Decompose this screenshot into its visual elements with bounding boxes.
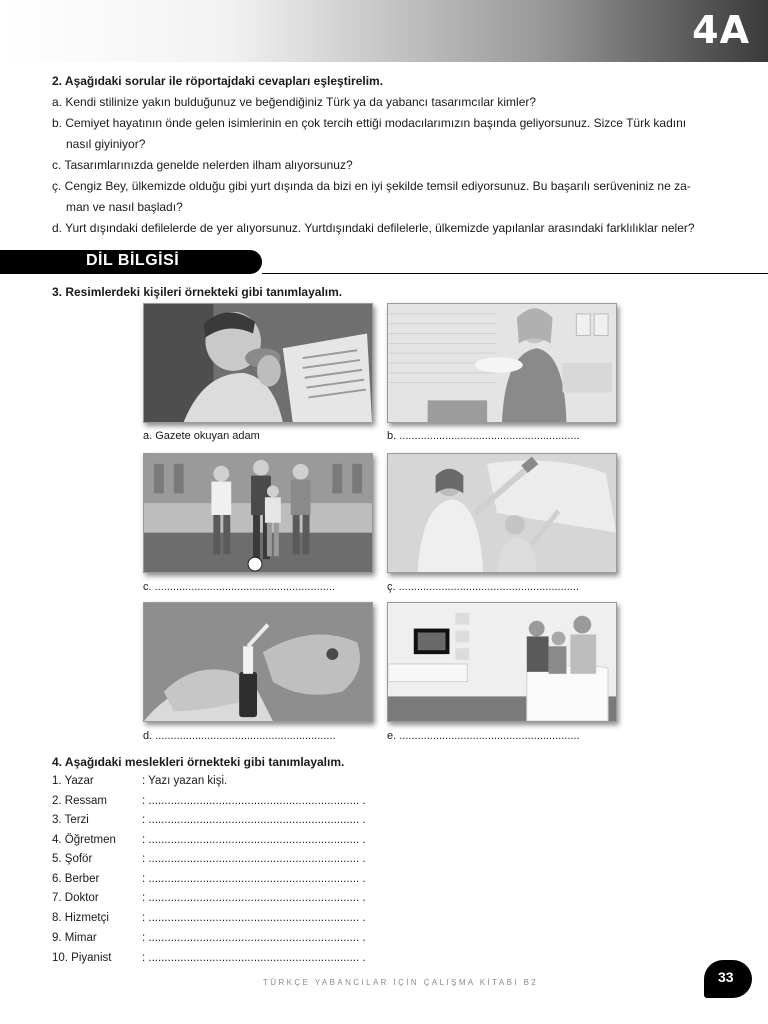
- exercise-4-title: 4. Aşağıdaki meslekleri örnekteki gibi tanımlayalım.: [52, 755, 345, 769]
- occupation-label: 6. Berber: [52, 873, 100, 885]
- unit-label: 4A: [692, 8, 750, 52]
- occupation-definition: : .................................................................. .: [142, 952, 366, 964]
- photo-family-football: [143, 453, 373, 573]
- caption-e: e. ...........................................................: [387, 730, 580, 742]
- occupation-definition: : .................................................................. .: [142, 795, 366, 807]
- occupation-definition: : .................................................................. .: [142, 814, 366, 826]
- occupation-definition: : .................................................................. .: [142, 873, 366, 885]
- occupation-label: 5. Şoför: [52, 853, 93, 865]
- photo-painting-wall: [387, 453, 617, 573]
- occupation-label: 1. Yazar: [52, 775, 94, 787]
- caption-b: b. ...........................................................: [387, 430, 580, 442]
- occupation-label: 7. Doktor: [52, 892, 99, 904]
- occupation-label: 2. Ressam: [52, 795, 107, 807]
- occupation-definition: : .................................................................. .: [142, 892, 366, 904]
- section-title: DİL BİLGİSİ: [86, 252, 180, 269]
- occupation-definition: : .................................................................. .: [142, 853, 366, 865]
- photo-woman-kitchen: [387, 303, 617, 423]
- occupation-label: 4. Öğretmen: [52, 834, 116, 846]
- photo-man-reading-newspaper: [143, 303, 373, 423]
- occupation-definition: : Yazı yazan kişi.: [142, 775, 228, 787]
- photo-family-watching-tv: [387, 602, 617, 722]
- section-divider: [262, 273, 768, 274]
- caption-cc: ç. ...........................................................: [387, 581, 579, 593]
- page-number: 33: [718, 969, 734, 985]
- question-d: d. Yurt dışındaki defilelerde de yer alıyorsunuz. Yurtdışındaki defilelerle, ülkemizde yapılanlar arasındaki farklılıklar neler?: [52, 221, 695, 235]
- section-banner: [0, 250, 262, 274]
- occupation-label: 3. Terzi: [52, 814, 89, 826]
- caption-a: a. Gazete okuyan adam: [143, 430, 260, 442]
- caption-c: c. ...........................................................: [143, 581, 335, 593]
- question-a: a. Kendi stilinize yakın bulduğunuz ve beğendiğiniz Türk ya da yabancı tasarımcılar kimler?: [52, 95, 537, 109]
- header-bar: [0, 0, 768, 62]
- book-title-footer: TÜRKÇE YABANCILAR İÇİN ÇALIŞMA KİTABI B2: [263, 978, 539, 987]
- occupation-label: 10. Piyanist: [52, 952, 112, 964]
- photo-nail-polish: [143, 602, 373, 722]
- question-b: b. Cemiyet hayatının önde gelen isimlerinin en çok tercih ettiği modacılarımızın başında geliyorsunuz. Sizce Türk kadını: [52, 116, 687, 130]
- occupation-definition: : .................................................................. .: [142, 912, 366, 924]
- page-number-badge: [704, 960, 752, 998]
- caption-d: d. ...........................................................: [143, 730, 336, 742]
- occupation-label: 8. Hizmetçi: [52, 912, 109, 924]
- question-cc: ç. Cengiz Bey, ülkemizde olduğu gibi yurt dışında da bizi en iyi şekilde temsil ediyorsunuz. Bu başarılı serüveniniz ne za-: [52, 179, 691, 193]
- exercise-2-title: 2. Aşağıdaki sorular ile röportajdaki cevapları eşleştirelim.: [52, 74, 384, 88]
- question-cc-cont: man ve nasıl başladı?: [66, 200, 183, 214]
- exercise-3-title: 3. Resimlerdeki kişileri örnekteki gibi tanımlayalım.: [52, 285, 343, 299]
- question-c: c. Tasarımlarınızda genelde nelerden ilham alıyorsunuz?: [52, 158, 353, 172]
- occupation-label: 9. Mimar: [52, 932, 97, 944]
- question-b-cont: nasıl giyiniyor?: [66, 137, 146, 151]
- occupation-definition: : .................................................................. .: [142, 932, 366, 944]
- occupation-definition: : .................................................................. .: [142, 834, 366, 846]
